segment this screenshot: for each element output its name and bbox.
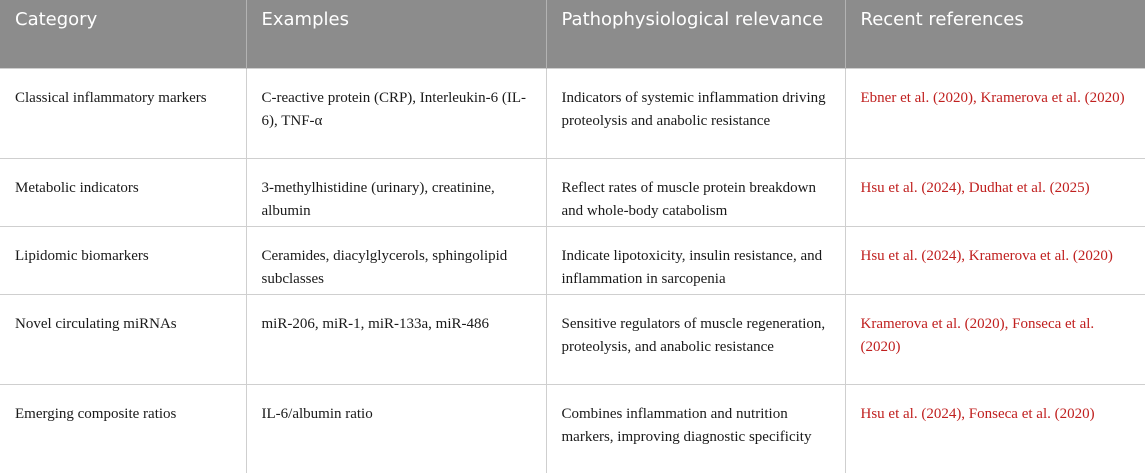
table-row <box>0 226 1145 294</box>
table-row <box>0 68 1145 158</box>
header-category: Category <box>15 9 98 30</box>
cell-category: Classical inflammatory markers <box>0 68 246 158</box>
cell-references[interactable]: Hsu et al. (2024), Dudhat et al. (2025) <box>845 158 1145 226</box>
cell-relevance: Sensitive regulators of muscle regeneration, proteolysis, and anabolic resistance <box>546 294 845 384</box>
header-row <box>0 0 1145 68</box>
header-references: Recent references <box>845 0 1145 68</box>
cell-examples: Ceramides, diacylglycerols, sphingolipid subclasses <box>246 226 546 294</box>
cell-relevance: Indicate lipotoxicity, insulin resistance, and inflammation in sarcopenia <box>546 226 845 294</box>
cell-relevance: Reflect rates of muscle protein breakdown and whole-body catabolism <box>546 158 845 226</box>
cell-examples: 3-methylhistidine (urinary), creatinine, albumin <box>246 158 546 226</box>
cell-references[interactable]: Ebner et al. (2020), Kramerova et al. (2020) <box>845 68 1145 158</box>
cell-references[interactable]: Kramerova et al. (2020), Fonseca et al. (2020) <box>845 294 1145 384</box>
cell-references[interactable]: Hsu et al. (2024), Kramerova et al. (2020) <box>845 226 1145 294</box>
cell-category: Novel circulating miRNAs <box>0 294 246 384</box>
header-relevance: Pathophysiological relevance <box>546 0 845 68</box>
table-row <box>0 158 1145 226</box>
cell-category: Metabolic indicators <box>0 158 246 226</box>
cell-examples: miR-206, miR-1, miR-133a, miR-486 <box>246 294 546 384</box>
cell-relevance: Combines inflammation and nutrition markers, improving diagnostic specificity <box>546 384 845 473</box>
cell-references[interactable]: Hsu et al. (2024), Fonseca et al. (2020) <box>845 384 1145 473</box>
header-examples: Examples <box>246 0 546 68</box>
cell-examples: C-reactive protein (CRP), Interleukin-6 (IL-6), TNF-α <box>246 68 546 158</box>
cell-category: Emerging composite ratios <box>0 384 246 473</box>
cell-examples: IL-6/albumin ratio <box>246 384 546 473</box>
cell-category: Lipidomic biomarkers <box>0 226 246 294</box>
table-body <box>0 68 1145 473</box>
cell-relevance: Indicators of systemic inflammation driving proteolysis and anabolic resistance <box>546 68 845 158</box>
table-header <box>0 0 1145 68</box>
table-row <box>0 384 1145 473</box>
table-row <box>0 294 1145 384</box>
